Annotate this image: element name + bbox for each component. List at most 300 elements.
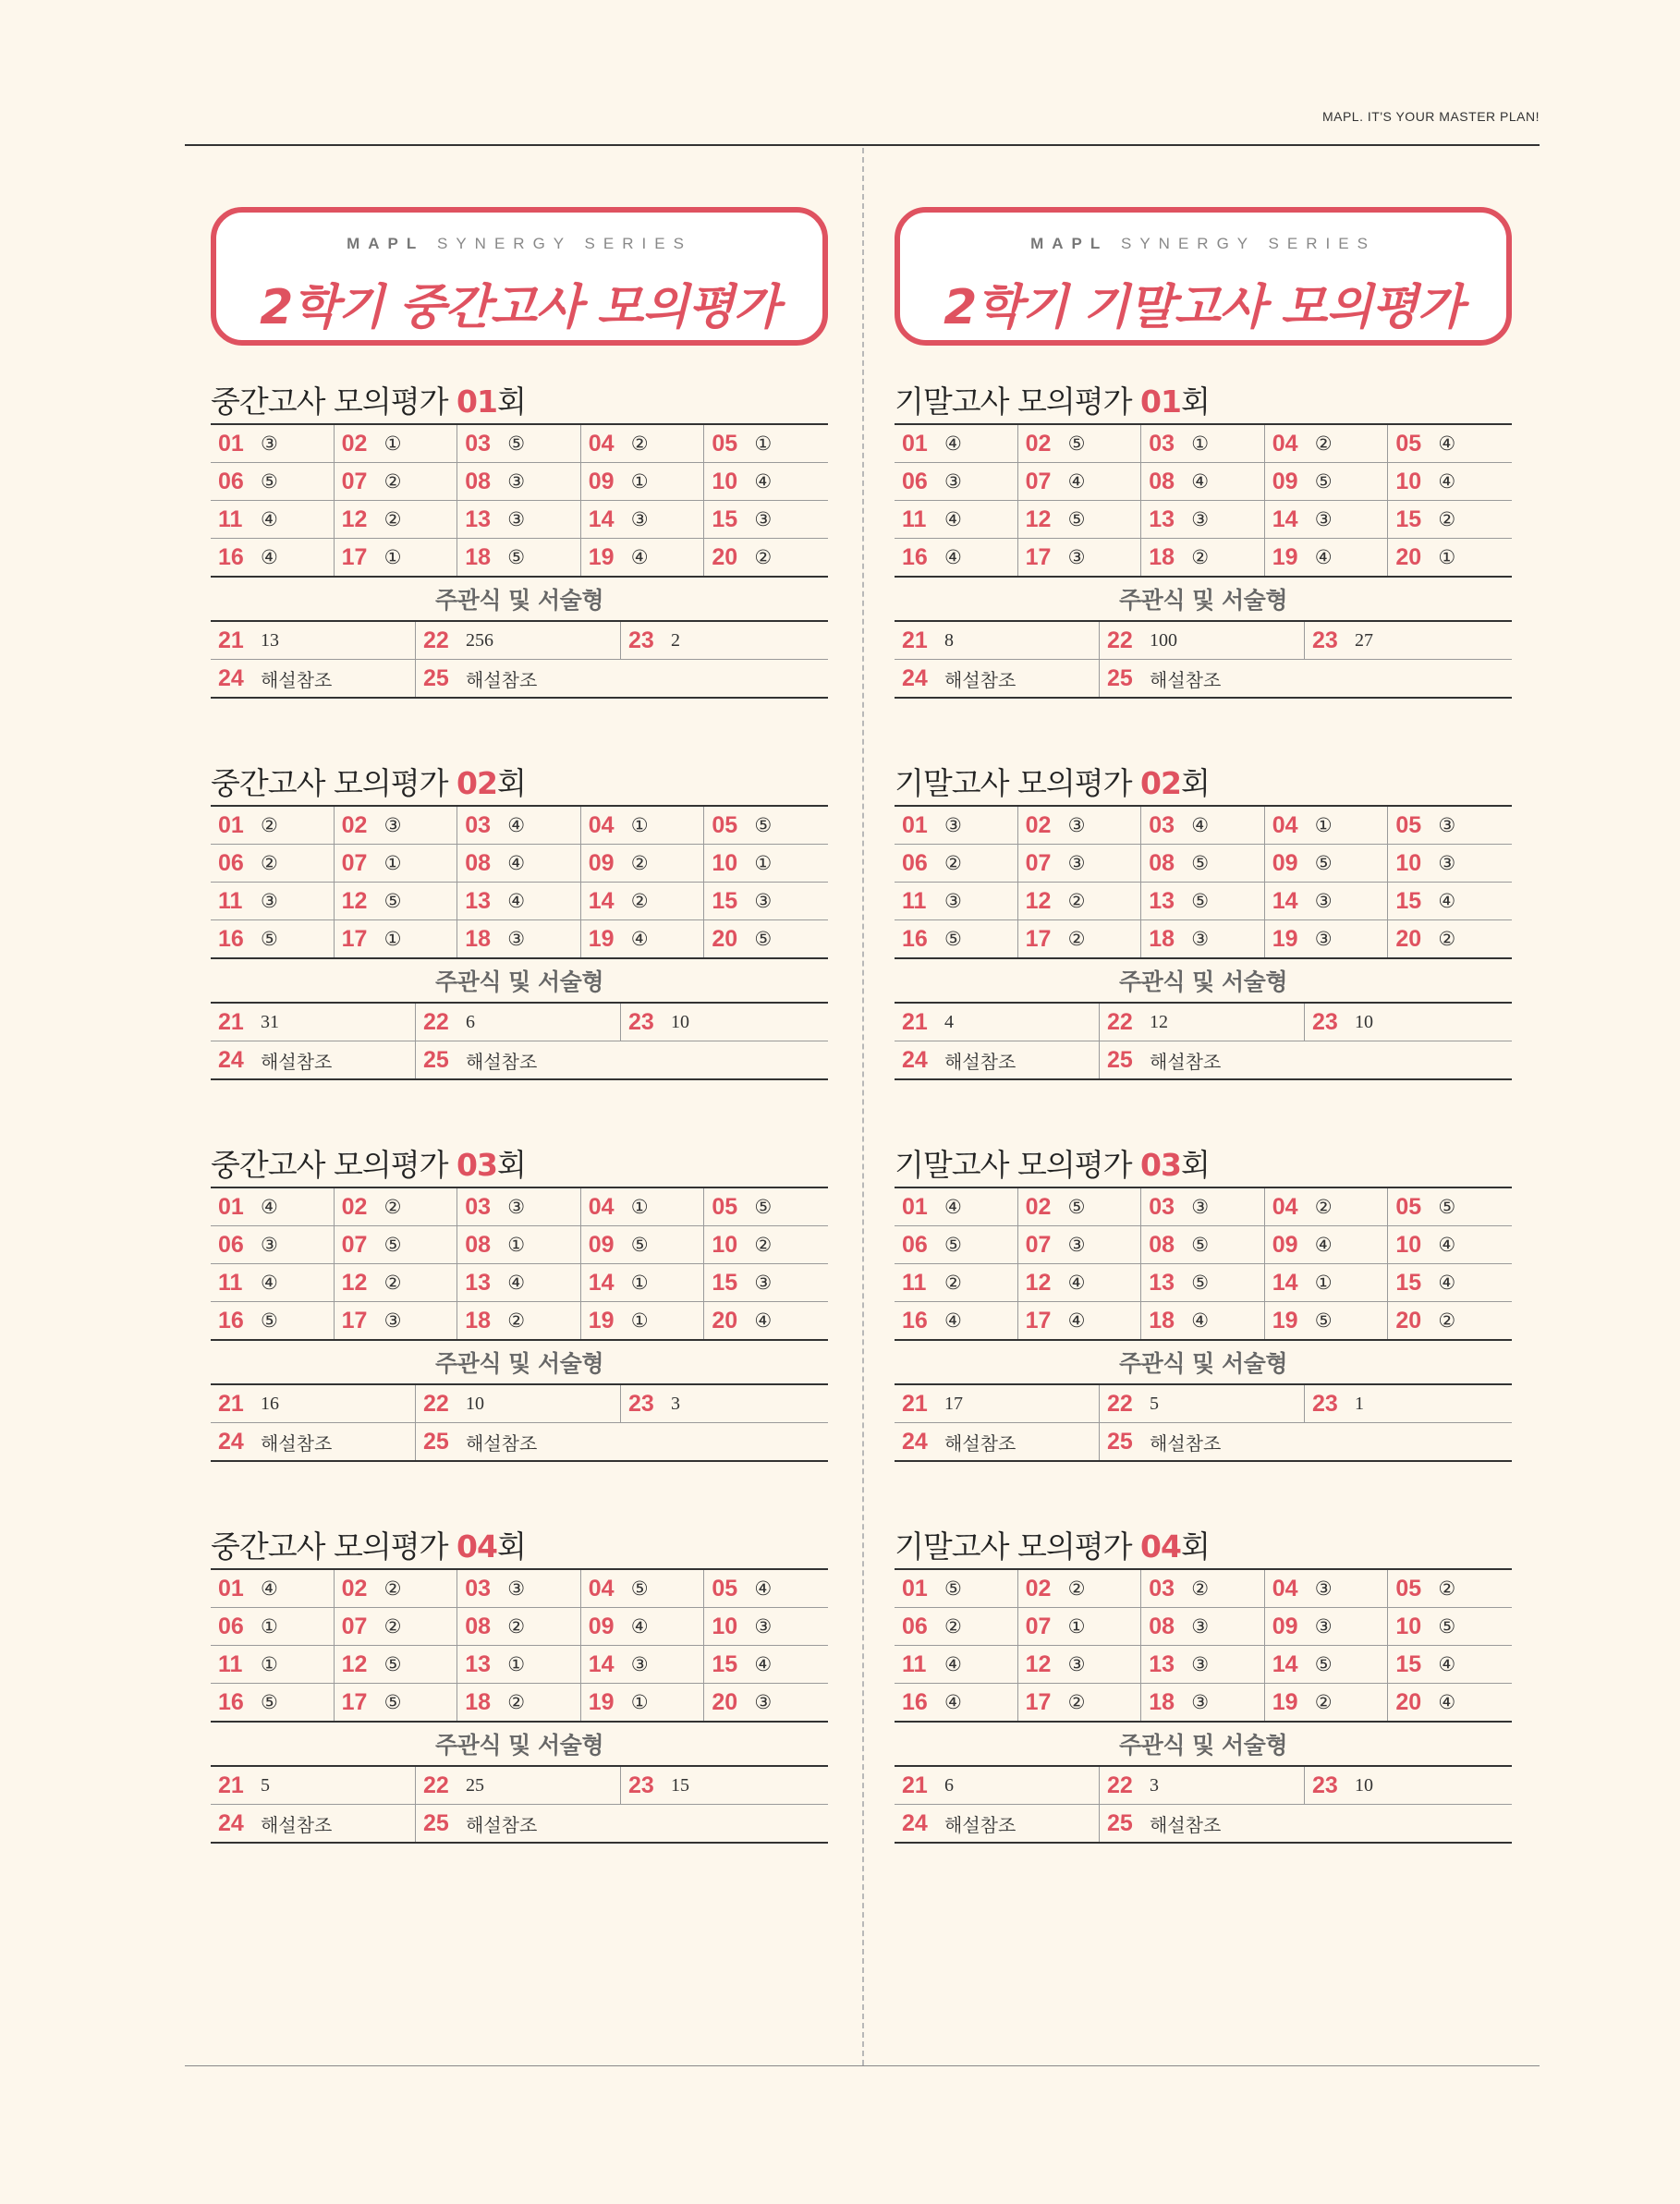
- answer-choice: ①: [507, 1234, 526, 1256]
- question-number: 06: [218, 1231, 244, 1258]
- multiple-choice-grid: [211, 423, 828, 578]
- answer-choice: ②: [383, 1196, 402, 1218]
- answer-cell: [1388, 425, 1512, 462]
- question-number: 09: [1272, 849, 1298, 876]
- answer-choice: ④: [507, 852, 526, 874]
- answer-row: [895, 1226, 1512, 1264]
- answer-cell: [211, 883, 335, 919]
- question-number: 05: [1395, 1575, 1422, 1601]
- question-number: 24: [902, 1809, 928, 1836]
- answer-cell: [211, 1226, 335, 1263]
- question-number: 16: [218, 1307, 244, 1333]
- answer-cell: [457, 1188, 581, 1225]
- subjective-cell: [621, 1767, 826, 1804]
- answer-choice: ①: [261, 1615, 278, 1638]
- answer-choice: ⑤: [1314, 1653, 1333, 1675]
- answer-cell: [1265, 1188, 1389, 1225]
- question-number: 01: [218, 430, 244, 457]
- answer-choice: ④: [1438, 432, 1456, 455]
- subjective-cell: [1305, 1385, 1510, 1422]
- answer-cell: [1388, 1646, 1512, 1683]
- answer-cell: [704, 845, 828, 882]
- answer-cell: [335, 1226, 458, 1263]
- question-number: 16: [218, 543, 244, 570]
- answer-row: [211, 1646, 828, 1684]
- answer-row: [211, 1684, 828, 1721]
- question-number: 15: [712, 887, 738, 914]
- question-number: 25: [423, 1046, 449, 1073]
- subjective-answer: 10: [1355, 1774, 1373, 1796]
- question-number: 16: [902, 925, 928, 952]
- answer-cell: [581, 539, 705, 576]
- answer-choice: ①: [1438, 546, 1456, 568]
- answer-choice: ④: [507, 1272, 526, 1294]
- question-number: 08: [1149, 1613, 1175, 1639]
- banner-brand: MAPL: [1030, 235, 1109, 252]
- answer-cell: [1141, 1264, 1265, 1301]
- subjective-heading: 주관식 및 서술형: [1119, 968, 1287, 995]
- answer-choice: ②: [507, 1615, 526, 1638]
- answer-choice: ②: [383, 508, 402, 530]
- answer-cell: [457, 1608, 581, 1645]
- question-number: 22: [423, 1008, 449, 1035]
- answer-cell: [211, 425, 335, 462]
- answer-choice: ①: [383, 546, 402, 568]
- answer-cell: [895, 1226, 1018, 1263]
- question-number: 24: [902, 664, 928, 691]
- question-number: 10: [712, 1231, 738, 1258]
- question-number: 03: [465, 1575, 491, 1601]
- subjective-answer: 해설참조: [1150, 668, 1222, 691]
- answer-row: [211, 1264, 828, 1302]
- answer-choice: ④: [944, 1196, 962, 1218]
- subjective-table: [895, 620, 1512, 699]
- answer-choice: ③: [1191, 508, 1210, 530]
- answer-row: [211, 463, 828, 501]
- question-number: 21: [902, 1008, 928, 1035]
- question-number: 19: [588, 925, 615, 952]
- answer-row: [895, 1608, 1512, 1646]
- answer-choice: ④: [754, 1309, 773, 1332]
- answer-choice: ①: [383, 852, 402, 874]
- subjective-answer: 3: [671, 1393, 680, 1414]
- subjective-cell: [211, 622, 416, 659]
- subjective-row: [895, 1422, 1512, 1460]
- section-title: [211, 378, 526, 421]
- answer-cell: [895, 1684, 1018, 1721]
- section-number: 03: [457, 1147, 497, 1183]
- question-number: 08: [1149, 1231, 1175, 1258]
- subjective-answer: 4: [944, 1011, 954, 1032]
- subjective-cell: [211, 1004, 416, 1041]
- section-title: [895, 378, 1210, 421]
- answer-row: [211, 501, 828, 539]
- answer-cell: [1265, 1570, 1389, 1607]
- answer-cell: [704, 1608, 828, 1645]
- question-number: 05: [712, 1193, 738, 1220]
- subjective-row: [211, 1422, 828, 1460]
- question-number: 14: [1272, 1650, 1298, 1677]
- section-title-suffix: 회: [496, 765, 526, 801]
- subjective-answer: 256: [466, 629, 493, 651]
- answer-row: [211, 1570, 828, 1608]
- answer-row: [895, 807, 1512, 845]
- subjective-cell: [416, 622, 621, 659]
- answer-row: [211, 1226, 828, 1264]
- question-number: 15: [1395, 887, 1422, 914]
- subjective-answer: 해설참조: [1150, 1050, 1222, 1073]
- question-number: 25: [423, 664, 449, 691]
- answer-choice: ⑤: [1067, 508, 1086, 530]
- subjective-answer: 5: [1150, 1393, 1159, 1414]
- answer-choice: ②: [630, 852, 649, 874]
- answer-cell: [1388, 920, 1512, 957]
- question-number: 02: [1025, 1575, 1052, 1601]
- subjective-answer: 100: [1150, 629, 1177, 651]
- question-number: 02: [1025, 1193, 1052, 1220]
- answer-choice: ⑤: [1191, 890, 1210, 912]
- answer-choice: ④: [944, 1691, 962, 1713]
- answer-cell: [457, 807, 581, 844]
- answer-row: [211, 1302, 828, 1339]
- answer-cell: [895, 1302, 1018, 1339]
- answer-cell: [457, 1302, 581, 1339]
- question-number: 07: [1025, 468, 1052, 494]
- subjective-cell: [895, 1805, 1100, 1842]
- subjective-cell: [1100, 622, 1305, 659]
- subjective-cell: [1100, 1767, 1305, 1804]
- answer-cell: [1388, 1302, 1512, 1339]
- answer-choice: ⑤: [261, 928, 278, 950]
- question-number: 06: [218, 1613, 244, 1639]
- answer-cell: [1018, 1570, 1142, 1607]
- question-number: 13: [1149, 1650, 1175, 1677]
- answer-cell: [1265, 1646, 1389, 1683]
- question-number: 17: [341, 543, 368, 570]
- answer-choice: ③: [754, 1691, 773, 1713]
- answer-choice: ②: [1438, 1309, 1456, 1332]
- subjective-row: [895, 659, 1512, 697]
- question-number: 23: [1312, 1772, 1338, 1798]
- answer-choice: ①: [507, 1653, 526, 1675]
- answer-cell: [581, 920, 705, 957]
- question-number: 07: [341, 468, 368, 494]
- answer-row: [895, 425, 1512, 463]
- answer-cell: [335, 807, 458, 844]
- answer-choice: ②: [754, 546, 773, 568]
- question-number: 05: [1395, 811, 1422, 838]
- answer-cell: [581, 501, 705, 538]
- question-number: 16: [218, 925, 244, 952]
- answer-cell: [457, 501, 581, 538]
- question-number: 15: [712, 1650, 738, 1677]
- answer-choice: ④: [1314, 1234, 1333, 1256]
- answer-choice: ③: [1191, 1615, 1210, 1638]
- answer-cell: [1141, 1302, 1265, 1339]
- subjective-answer: 13: [261, 629, 279, 651]
- subjective-answer: 6: [944, 1774, 954, 1796]
- question-number: 05: [1395, 1193, 1422, 1220]
- banner-brand: MAPL: [347, 235, 425, 252]
- subjective-answer: 10: [671, 1011, 689, 1032]
- answer-choice: ⑤: [754, 1196, 773, 1218]
- answer-choice: ②: [383, 1272, 402, 1294]
- question-number: 14: [1272, 887, 1298, 914]
- section-title: [895, 1141, 1210, 1185]
- answer-cell: [211, 539, 335, 576]
- answer-cell: [895, 920, 1018, 957]
- answer-choice: ③: [1191, 1653, 1210, 1675]
- question-number: 05: [1395, 430, 1422, 457]
- subjective-table: [211, 1765, 828, 1844]
- subjective-answer: 해설참조: [466, 668, 538, 691]
- subjective-heading: 주관식 및 서술형: [1119, 1350, 1287, 1377]
- subjective-answer: 해설참조: [466, 1813, 538, 1836]
- subjective-row: [211, 1041, 828, 1078]
- question-number: 20: [712, 1688, 738, 1715]
- question-number: 10: [1395, 1613, 1422, 1639]
- subjective-table: [211, 620, 828, 699]
- section-title-suffix: 회: [1180, 765, 1210, 801]
- answer-choice: ④: [754, 1653, 773, 1675]
- question-number: 25: [423, 1428, 449, 1455]
- answer-choice: ⑤: [507, 546, 526, 568]
- answer-choice: ③: [1191, 1691, 1210, 1713]
- question-number: 22: [423, 1772, 449, 1798]
- answer-section: [895, 1491, 1512, 1872]
- question-number: 01: [218, 811, 244, 838]
- answer-choice: ③: [1067, 1653, 1086, 1675]
- answer-row: [211, 1608, 828, 1646]
- answer-choice: ④: [1191, 470, 1210, 493]
- question-number: 08: [465, 849, 491, 876]
- subjective-answer: 8: [944, 629, 954, 651]
- answer-cell: [895, 501, 1018, 538]
- answer-choice: ③: [261, 1234, 278, 1256]
- question-number: 16: [218, 1688, 244, 1715]
- answer-cell: [211, 845, 335, 882]
- question-number: 20: [712, 925, 738, 952]
- question-number: 10: [712, 849, 738, 876]
- subjective-answer: 1: [1355, 1393, 1364, 1414]
- answer-cell: [1018, 1608, 1142, 1645]
- answer-choice: ⑤: [1191, 1234, 1210, 1256]
- question-number: 17: [1025, 1307, 1052, 1333]
- answer-cell: [581, 1188, 705, 1225]
- question-number: 05: [712, 1575, 738, 1601]
- subjective-cell: [211, 1423, 416, 1460]
- answer-choice: ④: [1438, 1653, 1456, 1675]
- subjective-row: [211, 1004, 828, 1041]
- subjective-cell: [621, 1004, 826, 1041]
- answer-choice: ①: [630, 1196, 649, 1218]
- answer-section: [895, 1109, 1512, 1491]
- section-title: [895, 1523, 1210, 1566]
- answer-choice: ③: [507, 928, 526, 950]
- answer-choice: ④: [261, 1577, 278, 1600]
- section-title: [211, 760, 526, 803]
- answer-cell: [1018, 1226, 1142, 1263]
- answer-cell: [335, 1570, 458, 1607]
- question-number: 21: [902, 1390, 928, 1417]
- question-number: 02: [341, 1575, 368, 1601]
- question-number: 09: [1272, 1613, 1298, 1639]
- subjective-cell: [211, 1041, 416, 1078]
- answer-cell: [1388, 1264, 1512, 1301]
- subjective-table: [895, 1765, 1512, 1844]
- subjective-heading: 주관식 및 서술형: [1119, 1732, 1287, 1759]
- answer-choice: ②: [1438, 1577, 1456, 1600]
- answer-cell: [704, 920, 828, 957]
- subjective-row: [895, 1767, 1512, 1804]
- question-number: 15: [1395, 1269, 1422, 1296]
- question-number: 20: [1395, 1688, 1422, 1715]
- answer-cell: [581, 425, 705, 462]
- answer-cell: [704, 1264, 828, 1301]
- subjective-cell: [895, 660, 1100, 697]
- answer-row: [211, 845, 828, 883]
- answer-choice: ①: [630, 1691, 649, 1713]
- answer-section: [211, 1109, 828, 1491]
- answer-cell: [704, 807, 828, 844]
- answer-choice: ⑤: [630, 1234, 649, 1256]
- answer-cell: [1018, 807, 1142, 844]
- answer-cell: [457, 1570, 581, 1607]
- answer-choice: ⑤: [1438, 1196, 1456, 1218]
- question-number: 12: [1025, 505, 1052, 532]
- answer-cell: [581, 1646, 705, 1683]
- question-number: 03: [465, 430, 491, 457]
- answer-choice: ⑤: [944, 928, 962, 950]
- question-number: 13: [1149, 505, 1175, 532]
- answer-choice: ④: [1438, 470, 1456, 493]
- question-number: 22: [1107, 1008, 1133, 1035]
- subjective-answer: 16: [261, 1393, 279, 1414]
- subjective-answer: 해설참조: [466, 1050, 538, 1073]
- answer-choice: ④: [1438, 1691, 1456, 1713]
- answer-cell: [704, 1570, 828, 1607]
- answer-cell: [1265, 845, 1389, 882]
- answer-section: [211, 346, 828, 727]
- question-number: 11: [218, 887, 243, 914]
- question-number: 12: [1025, 887, 1052, 914]
- multiple-choice-grid: [895, 423, 1512, 578]
- subjective-answer: 해설참조: [1150, 1431, 1222, 1455]
- answer-cell: [1388, 1226, 1512, 1263]
- answer-cell: [1018, 425, 1142, 462]
- answer-cell: [211, 920, 335, 957]
- answer-choice: ④: [944, 546, 962, 568]
- final-sections: [895, 346, 1512, 1872]
- answer-choice: ①: [1314, 1272, 1333, 1294]
- question-number: 03: [1149, 430, 1175, 457]
- answer-choice: ④: [1438, 1272, 1456, 1294]
- answer-choice: ②: [383, 1577, 402, 1600]
- final-column: [895, 207, 1512, 1872]
- answer-cell: [335, 1302, 458, 1339]
- answer-choice: ④: [507, 814, 526, 836]
- question-number: 04: [1272, 1193, 1298, 1220]
- answer-choice: ④: [754, 1577, 773, 1600]
- question-number: 11: [218, 505, 243, 532]
- question-number: 17: [341, 925, 368, 952]
- subjective-answer: 25: [466, 1774, 484, 1796]
- question-number: 13: [465, 1650, 491, 1677]
- section-title-prefix: 중간고사 모의평가: [211, 1528, 457, 1565]
- answer-choice: ①: [630, 1272, 649, 1294]
- question-number: 02: [341, 430, 368, 457]
- answer-choice: ④: [261, 508, 278, 530]
- question-number: 07: [341, 1613, 368, 1639]
- answer-choice: ④: [261, 1196, 278, 1218]
- question-number: 20: [1395, 543, 1422, 570]
- question-number: 23: [1312, 1390, 1338, 1417]
- answer-choice: ③: [1438, 852, 1456, 874]
- section-title: [211, 1523, 526, 1566]
- subjective-answer: 해설참조: [944, 1050, 1017, 1073]
- subjective-answer: 12: [1150, 1011, 1168, 1032]
- question-number: 02: [341, 811, 368, 838]
- question-number: 24: [218, 1046, 244, 1073]
- subjective-answer: 3: [1150, 1774, 1159, 1796]
- subjective-cell: [416, 1423, 828, 1460]
- answer-cell: [895, 1608, 1018, 1645]
- answer-row: [211, 920, 828, 957]
- question-number: 23: [628, 627, 654, 653]
- answer-cell: [704, 1646, 828, 1683]
- section-number: 01: [457, 384, 497, 420]
- section-title-prefix: 기말고사 모의평가: [895, 765, 1141, 801]
- question-number: 01: [218, 1575, 244, 1601]
- question-number: 18: [465, 543, 491, 570]
- answer-choice: ④: [261, 1272, 278, 1294]
- answer-choice: ①: [1067, 1615, 1086, 1638]
- section-title-suffix: 회: [1180, 1147, 1210, 1183]
- subjective-cell: [416, 660, 828, 697]
- subjective-answer: 해설참조: [466, 1431, 538, 1455]
- question-number: 13: [465, 887, 491, 914]
- subjective-answer: 해설참조: [944, 1431, 1017, 1455]
- question-number: 11: [218, 1650, 243, 1677]
- subjective-cell: [1100, 1041, 1512, 1078]
- question-number: 17: [1025, 543, 1052, 570]
- answer-choice: ③: [754, 1615, 773, 1638]
- question-number: 09: [588, 849, 615, 876]
- question-number: 02: [1025, 811, 1052, 838]
- answer-choice: ②: [1067, 928, 1086, 950]
- answer-cell: [335, 501, 458, 538]
- question-number: 24: [902, 1046, 928, 1073]
- subjective-cell: [416, 1385, 621, 1422]
- answer-choice: ①: [630, 1309, 649, 1332]
- answer-cell: [581, 1570, 705, 1607]
- subjective-cell: [416, 1805, 828, 1842]
- answer-section: [895, 727, 1512, 1109]
- answer-choice: ⑤: [1314, 470, 1333, 493]
- question-number: 21: [218, 1772, 244, 1798]
- banner-title: 2학기 기말고사 모의평가: [943, 280, 1463, 335]
- subjective-cell: [416, 1041, 828, 1078]
- answer-cell: [1141, 1226, 1265, 1263]
- question-number: 23: [628, 1008, 654, 1035]
- answer-row: [895, 1646, 1512, 1684]
- question-number: 04: [588, 430, 615, 457]
- answer-choice: ⑤: [754, 928, 773, 950]
- question-number: 08: [1149, 468, 1175, 494]
- question-number: 13: [1149, 1269, 1175, 1296]
- question-number: 17: [1025, 925, 1052, 952]
- answer-cell: [335, 920, 458, 957]
